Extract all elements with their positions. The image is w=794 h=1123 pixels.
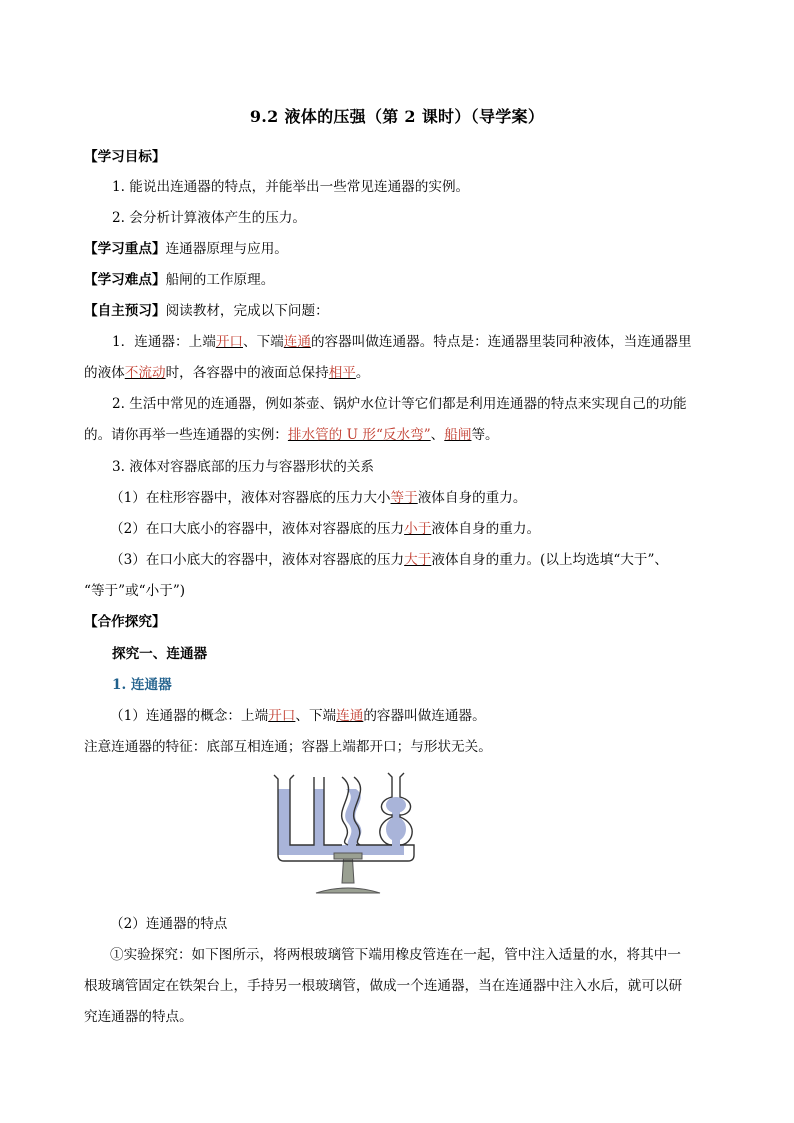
explore-1-heading: 探究一、连通器: [112, 646, 208, 662]
q3-head: 3. 液体对容器底部的压力与容器形状的关系: [112, 459, 374, 475]
concept-text: （1）连通器的概念：上端: [110, 708, 269, 724]
q3-text: （2）在口大底小的容器中，液体对容器底的压力: [110, 521, 405, 537]
answer-blank: 相平: [328, 365, 356, 381]
connected-vessels-figure: [268, 769, 428, 899]
sub-heading-connector: 1. 连通器: [112, 677, 172, 693]
answer-blank: 连通: [336, 708, 364, 724]
q2-text: 、: [430, 427, 445, 443]
answer-blank: 不流动: [124, 365, 166, 381]
key-point: [84, 240, 714, 258]
q3-text: （1）在柱形容器中，液体对容器底的压力大小: [110, 490, 391, 506]
difficulty: [84, 271, 714, 289]
goal-item-2: 2. 会分析计算液体产生的压力。: [112, 210, 307, 226]
key-point-heading: 【学习重点】: [84, 241, 166, 257]
answer-blank: 排水管的 U 形“反水弯”: [287, 427, 431, 443]
answer-blank: 船闸: [444, 427, 472, 443]
q1-text: 的液体: [84, 365, 125, 381]
concept-text: 的容器叫做连通器。: [363, 708, 486, 724]
experiment-line-1: ①实验探究：如下图所示，将两根玻璃管下端用橡皮管连在一起，管中注入适量的水，将其中一: [110, 947, 681, 963]
concept-text: 、下端: [295, 708, 337, 724]
q3-sub-3-cont: “等于”或“小于”): [84, 583, 186, 599]
answer-blank: 大于: [404, 552, 432, 568]
q3-sub-3: [110, 551, 714, 569]
preview-intro: 阅读教材，完成以下问题：: [165, 303, 329, 319]
note-line: 注意连通器的特征：底部互相连通；容器上端都开口；与形状无关。: [84, 739, 492, 755]
stand-base: [316, 888, 380, 893]
q3-sub-1: [110, 489, 714, 507]
q1-text: 、下端: [243, 334, 284, 350]
concept-line: [110, 707, 714, 725]
coop-heading: 【合作探究】: [84, 614, 166, 630]
key-point-text: 连通器原理与应用。: [165, 241, 288, 257]
q2-text: 等。: [471, 427, 499, 443]
experiment-line-3: 究连通器的特点。: [84, 1009, 193, 1025]
feature-heading: （2）连通器的特点: [110, 916, 228, 932]
q2-text: 的。请你再举一些连通器的实例：: [84, 427, 288, 443]
preview-heading: 【自主预习】: [84, 303, 166, 319]
q3-text: 液体自身的重力。: [431, 521, 541, 537]
q3-text: （3）在口小底大的容器中，液体对容器底的压力: [110, 552, 405, 568]
preview: [84, 302, 714, 320]
q1-text: 的容器叫做连通器。特点是：连通器里装同种液体，当连通器里: [310, 334, 692, 350]
q3-text: 液体自身的重力。(以上均选填“大于”、: [431, 552, 669, 568]
q1-text: 1．连通器：上端: [112, 334, 216, 350]
experiment-line-2: 根玻璃管固定在铁架台上，手持另一根玻璃管，做成一个连通器，当在连通器中注入水后，就可以研: [84, 978, 683, 994]
q1-line-1: [112, 333, 714, 351]
q1-line-2: [84, 364, 714, 382]
stand-clamp: [334, 853, 362, 859]
q1-text: 时，各容器中的液面总保持: [165, 365, 329, 381]
goal-item-1: 1. 能说出连通器的特点，并能举出一些常见连通器的实例。: [112, 179, 470, 195]
answer-blank: 开口: [268, 708, 296, 724]
goals-heading: 【学习目标】: [84, 149, 166, 165]
answer-blank: 小于: [404, 521, 432, 537]
q2-line-2: [84, 426, 714, 444]
difficulty-heading: 【学习难点】: [84, 272, 166, 288]
q3-text: 液体自身的重力。: [417, 490, 527, 506]
answer-blank: 连通: [283, 334, 311, 350]
answer-blank: 等于: [390, 490, 418, 506]
q2-line-1: 2. 生活中常见的连通器，例如茶壶、锅炉水位计等它们都是利用连通器的特点来实现自己的功能: [112, 396, 687, 412]
q3-sub-2: [110, 520, 714, 538]
answer-blank: 开口: [215, 334, 243, 350]
page-title: 9.2 液体的压强（第 2 课时）（导学案）: [249, 107, 545, 126]
q1-text: 。: [355, 365, 370, 381]
difficulty-text: 船闸的工作原理。: [165, 272, 275, 288]
